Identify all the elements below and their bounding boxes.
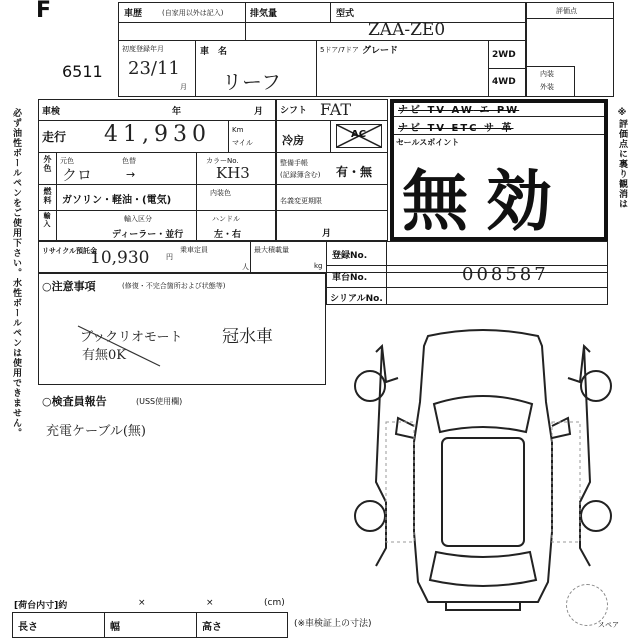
exterior-label: 外色: [43, 155, 52, 173]
corner-mark: F: [36, 0, 52, 23]
color-number-label: カラーNo.: [206, 157, 239, 165]
drive-4wd-label: 4WD: [492, 77, 516, 87]
registration-number-label: 登録No.: [332, 251, 368, 261]
fuel-value: ガソリン・軽油・(電気): [62, 195, 172, 206]
times-1: ×: [138, 598, 146, 608]
interior-grade-label: 内装: [540, 70, 554, 78]
shaken-year-label: 年: [172, 107, 182, 117]
manual-label: 整備手帳: [280, 159, 308, 167]
first-reg-label: 初度登録年月: [122, 45, 164, 53]
name-change-label: 名義変更期限: [280, 197, 322, 205]
import-label: 輸入区分: [124, 215, 152, 223]
width-label: 幅: [110, 622, 120, 633]
dims-row: [12, 612, 288, 638]
mileage-value: 41,930: [104, 122, 211, 147]
notes-line-1: ブックリオモート: [80, 330, 183, 345]
capacity-unit: 人: [242, 263, 249, 271]
times-2: ×: [206, 598, 214, 608]
cm-label: (cm): [264, 598, 285, 608]
notes-line-3: 冠水車: [222, 327, 273, 347]
chassis-number-label: 車台No.: [332, 273, 368, 283]
color-number-value: KH3: [216, 164, 250, 182]
notes-label: ○注意事項: [42, 280, 96, 293]
name-change-month: 月: [322, 229, 332, 239]
options-row-2: ナビ TV ETC サ 革: [398, 123, 514, 134]
recycle-value: 10,930: [90, 248, 150, 268]
model-code-label: 型式: [336, 9, 355, 19]
model-code-value: ZAA-ZE0: [368, 20, 446, 40]
handle-label: ハンドル: [212, 215, 240, 223]
auction-number: 6511: [62, 62, 103, 81]
shift-value: FAT: [320, 100, 352, 119]
options-aw: AW: [451, 105, 474, 116]
length-label: 長さ: [18, 622, 38, 633]
grade-label: グレード: [362, 46, 399, 56]
cooler-label: 冷房: [282, 134, 304, 147]
cargo-label: [荷台内寸]約: [14, 601, 68, 611]
cooler-ac-text: AC: [351, 129, 367, 140]
shaken-label: 車検: [42, 107, 61, 117]
handle-value: 左・右: [214, 230, 242, 240]
cooler-value: [336, 124, 382, 148]
chassis-number-value: 008587: [462, 264, 549, 285]
spare-label: スペア: [598, 621, 619, 629]
first-reg-value: 23/11: [128, 58, 180, 79]
door-type-label: 5ドア/7ドア: [320, 46, 359, 54]
km-label: Km: [232, 126, 244, 134]
mileage-label: 走行: [42, 130, 67, 144]
dims-note: (※車検証上の寸法): [294, 619, 372, 629]
import-value: ディーラー・並行: [112, 230, 184, 240]
color-value: クロ: [62, 166, 93, 184]
right-side-note: ※評価点に裏り観消は: [617, 108, 627, 209]
evaluation-label: 評価点: [556, 7, 577, 15]
car-diagram: [346, 322, 616, 612]
serial-number-label: シリアルNo.: [330, 294, 383, 304]
options-row-1: ナビ TV AW エ PW: [398, 105, 520, 116]
sales-point-value: 無効: [402, 162, 570, 240]
color-arrow: →: [126, 168, 136, 181]
capacity-label: 乗車定員: [180, 246, 208, 254]
mile-label: マイル: [232, 139, 253, 147]
car-name-label: 車 名: [200, 47, 228, 57]
inspector-value: 充電ケーブル(無): [46, 424, 146, 439]
original-color-label: 元色: [60, 157, 74, 165]
left-side-note: 必ず油性ボールペンをご使用下さい。水性ボールペンは使用できません。: [11, 108, 21, 438]
shaken-history-note: (自家用以外は記入): [162, 9, 224, 17]
inspector-sub: (USS使用欄): [136, 397, 183, 406]
manual-value: 有・無: [336, 165, 373, 179]
load-unit: kg: [314, 262, 323, 270]
import-side-label: 輸入: [43, 212, 51, 228]
exterior-grade-label: 外装: [540, 83, 554, 91]
notes-line-2: 有無0K: [82, 348, 126, 363]
yen-label: 円: [166, 253, 173, 261]
notes-strike-icon: [74, 322, 164, 370]
sales-point-label: セールスポイント: [396, 138, 460, 147]
car-name-value: リーフ: [222, 70, 281, 94]
fuel-label: 燃料: [43, 187, 52, 205]
drive-2wd-label: 2WD: [492, 50, 516, 60]
interior-color-label: 内装色: [210, 189, 231, 197]
shaken-month-label: 月: [254, 107, 264, 117]
color-change-label: 色替: [122, 157, 136, 165]
shaken-history-label: 車歴: [124, 9, 143, 19]
manual-note: (記録簿含む): [280, 171, 321, 179]
first-reg-month: 月: [180, 83, 187, 91]
height-label: 高さ: [202, 622, 222, 633]
load-label: 最大積載量: [254, 246, 289, 254]
inspector-label: ○検査員報告: [42, 395, 107, 408]
recycle-label: リサイクル預託金: [42, 247, 98, 255]
shift-label: シフト: [280, 106, 308, 116]
notes-sub: (修復・不完合箇所および状態等): [122, 282, 226, 290]
displacement-label: 排気量: [250, 9, 278, 19]
